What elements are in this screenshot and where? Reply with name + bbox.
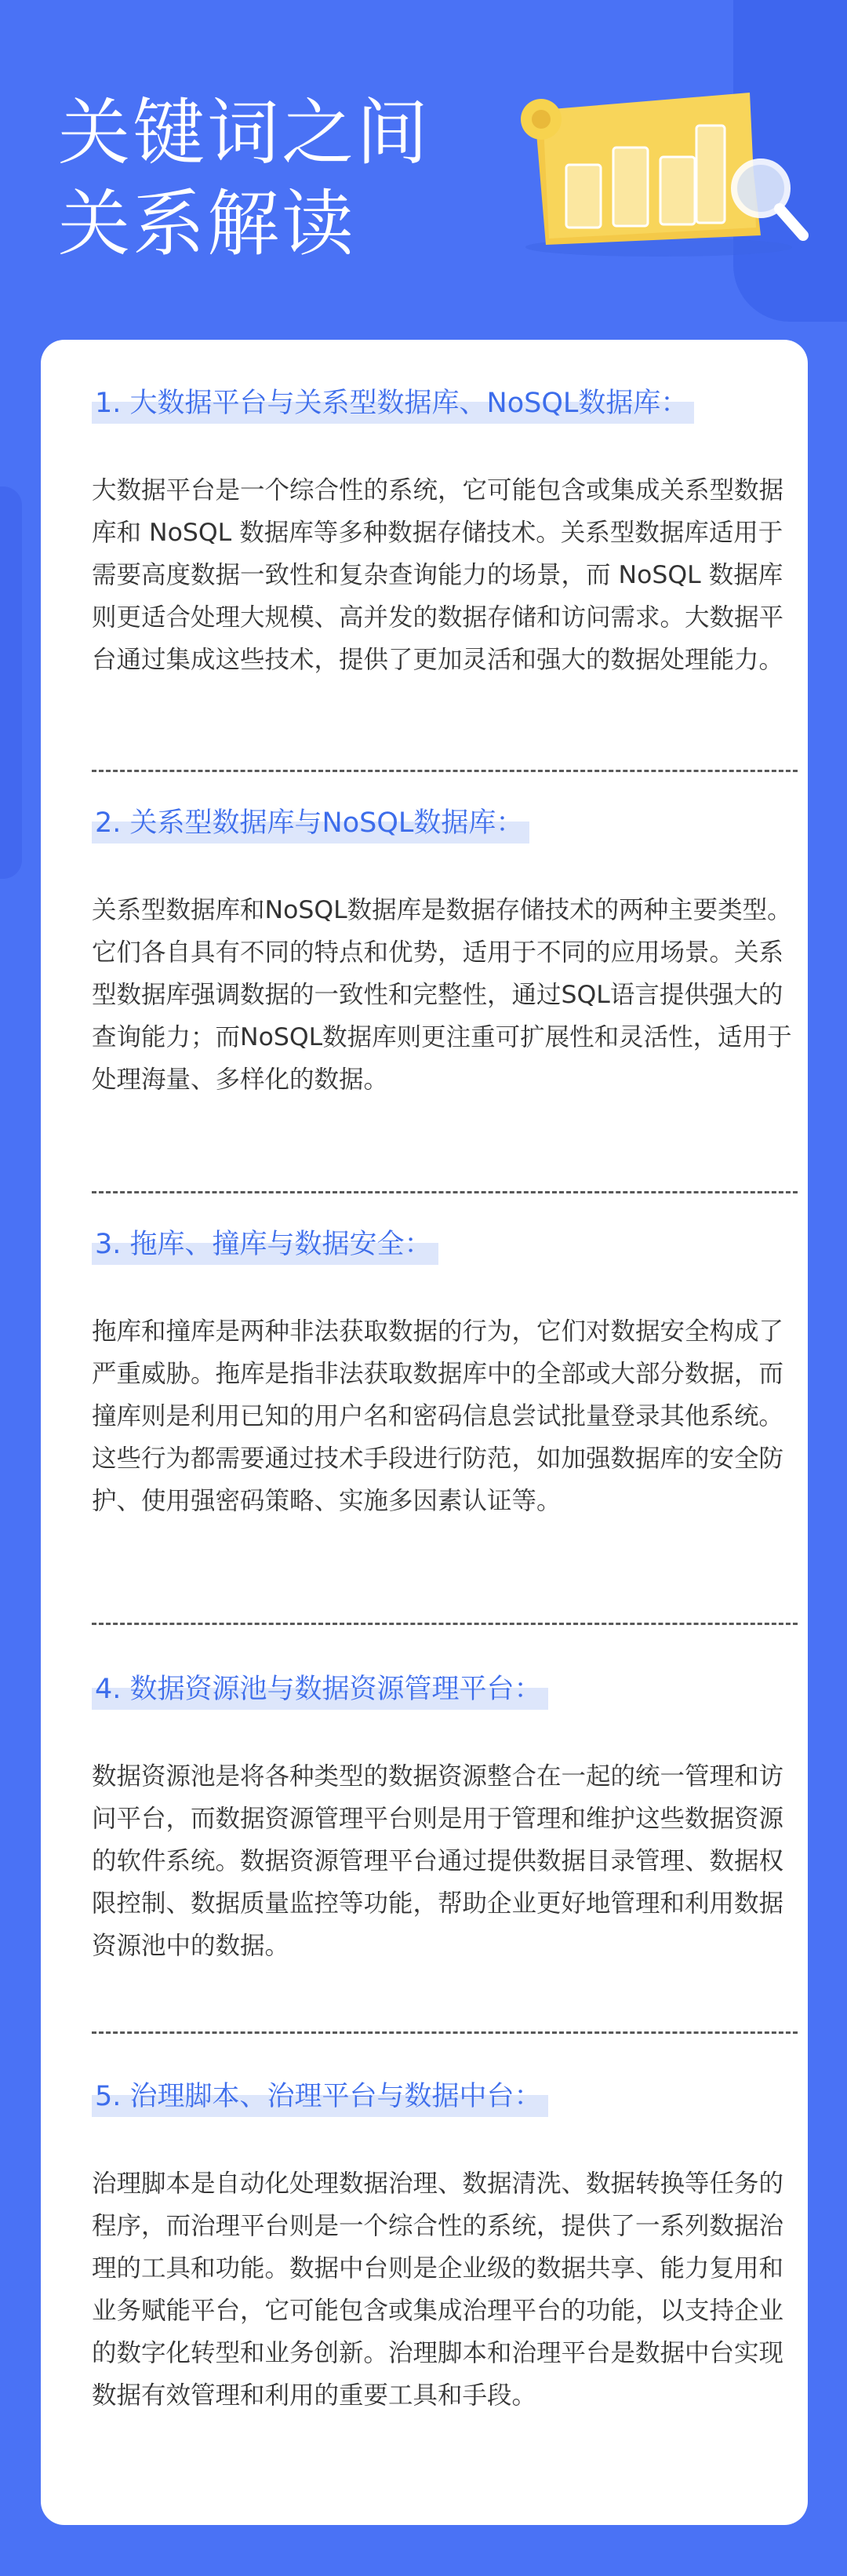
section-body: 大数据平台是一个综合性的系统，它可能包含或集成关系型数据库和 NoSQL 数据库等多种数据存储技术。关系型数据库适用于需要高度数据一致性和复杂查询能力的场景，而 NoSQL 数据库则更适合处理大规模、高并发的数据存储和访问需求。大数据平台通过集成这些技术，提供了更加灵活和强大的数据处理能力。 bbox=[92, 476, 784, 674]
section-5 bbox=[92, 2076, 798, 2417]
section-body: 数据资源池是将各种类型的数据资源整合在一起的统一管理和访问平台，而数据资源管理平台则是用于管理和维护这些数据资源的软件系统。数据资源管理平台通过提供数据目录管理、数据权限控制、数据质量监控等功能，帮助企业更好地管理和利用数据资源池中的数据。 bbox=[92, 1762, 784, 1960]
section-title: 4. 数据资源池与数据资源管理平台： bbox=[92, 1669, 548, 1710]
section-4 bbox=[92, 1669, 798, 1967]
page-title: 关键词之间 关系解读 bbox=[58, 91, 431, 266]
section-title: 5. 治理脚本、治理平台与数据中台： bbox=[92, 2076, 548, 2117]
section-title: 1. 大数据平台与关系型数据库、NoSQL数据库： bbox=[92, 383, 694, 424]
section-body: 治理脚本是自动化处理数据治理、数据清洗、数据转换等任务的程序，而治理平台则是一个综合性的系统，提供了一系列数据治理的工具和功能。数据中台则是企业级的数据共享、能力复用和业务赋能平台，它可能包含或集成治理平台的功能，以支持企业的数字化转型和业务创新。治理脚本和治理平台是数据中台实现数据有效管理和利用的重要工具和手段。 bbox=[92, 2170, 784, 2410]
section-body: 拖库和撞库是两种非法获取数据的行为，它们对数据安全构成了严重威胁。拖库是指非法获取数据库中的全部或大部分数据，而撞库则是利用已知的用户名和密码信息尝试批量登录其他系统。这些行为都需要通过技术手段进行防范，如加强数据库的安全防护、使用强密码策略、实施多因素认证等。 bbox=[92, 1317, 784, 1515]
chart-board-magnifier-icon bbox=[502, 78, 816, 267]
left-edge-decoration bbox=[0, 486, 22, 879]
dashed-divider bbox=[92, 770, 798, 772]
section-1 bbox=[92, 383, 798, 681]
section-body: 关系型数据库和NoSQL数据库是数据存储技术的两种主要类型。它们各自具有不同的特点和优势，适用于不同的应用场景。关系型数据库强调数据的一致性和完整性，通过SQL语言提供强大的查询能力；而NoSQL数据库则更注重可扩展性和灵活性，适用于处理海量、多样化的数据。 bbox=[92, 896, 792, 1094]
dashed-divider bbox=[92, 1191, 798, 1193]
dashed-divider bbox=[92, 1623, 798, 1625]
dashed-divider bbox=[92, 2031, 798, 2034]
section-title: 2. 关系型数据库与NoSQL数据库： bbox=[92, 803, 529, 843]
section-2 bbox=[92, 803, 798, 1101]
section-3 bbox=[92, 1224, 798, 1522]
content-card bbox=[41, 340, 808, 2525]
section-title: 3. 拖库、撞库与数据安全： bbox=[92, 1224, 438, 1265]
